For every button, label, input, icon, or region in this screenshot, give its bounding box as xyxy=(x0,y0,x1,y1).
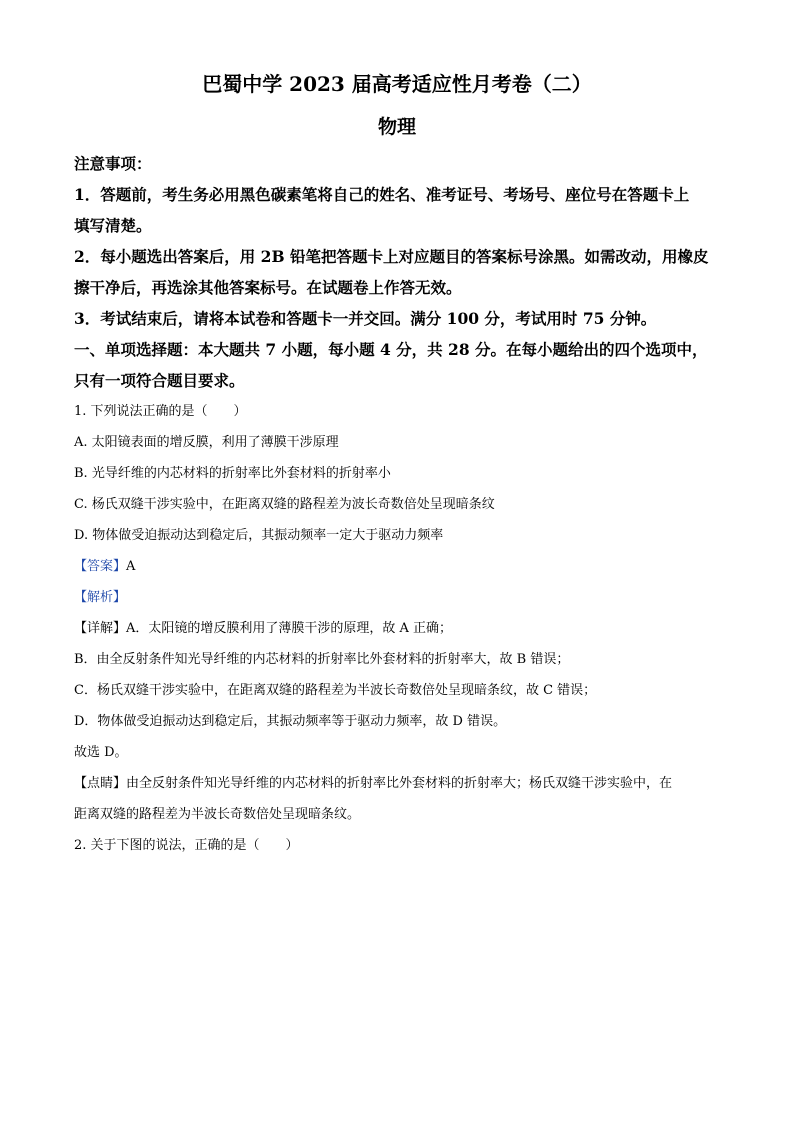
detail-tag: 【详解】 xyxy=(74,621,127,636)
analysis-line xyxy=(74,582,734,613)
notice-item-1-line-2: 填写清楚。 xyxy=(74,216,152,235)
analysis-tag: 【解析】 xyxy=(74,590,127,605)
comment-line-1 xyxy=(74,768,734,799)
answer-line xyxy=(74,551,734,582)
question-1-option-c: C. 杨氏双缝干涉实验中，在距离双缝的路程差为波长奇数倍处呈现暗条纹 xyxy=(74,497,495,512)
answer-value: A xyxy=(126,559,136,574)
section-heading-line-1: 一、单项选择题：本大题共 7 小题，每小题 4 分，共 28 分。在每小题给出的四个选项中， xyxy=(74,340,708,359)
notice-item-1-line-1: 1．答题前，考生务必用黑色碳素笔将自己的姓名、准考证号、考场号、座位号在答题卡上 xyxy=(74,185,690,204)
detail-line-d: D．物体做受迫振动达到稳定后，其振动频率等于驱动力频率，故 D 错误。 xyxy=(74,714,507,729)
question-1-option-b: B. 光导纤维的内芯材料的折射率比外套材料的折射率小 xyxy=(74,466,391,481)
detail-line-a xyxy=(74,613,734,644)
notice-item-3: 3．考试结束后，请将本试卷和答题卡一并交回。满分 100 分，考试用时 75 分钟。 xyxy=(74,309,657,328)
comment-line-2: 距离双缝的路程差为半波长奇数倍处呈现暗条纹。 xyxy=(74,807,361,822)
detail-line-c: C．杨氏双缝干涉实验中，在距离双缝的路程差为半波长奇数倍处呈现暗条纹，故 C 错误； xyxy=(74,683,597,698)
conclusion-line: 故选 D。 xyxy=(74,745,128,760)
question-2-stem: 2. 关于下图的说法，正确的是（ ） xyxy=(74,838,299,853)
question-1-stem: 1. 下列说法正确的是（ ） xyxy=(74,404,247,419)
comment-text-1: 由全反射条件知光导纤维的内芯材料的折射率比外套材料的折射率大；杨氏双缝干涉实验中，在 xyxy=(126,776,673,791)
notice-item-2-line-1: 2．每小题选出答案后，用 2B 铅笔把答题卡上对应题目的答案标号涂黑。如需改动，用橡皮 xyxy=(74,247,709,266)
detail-a: A．太阳镜的增反膜利用了薄膜干涉的原理，故 A 正确； xyxy=(126,621,453,636)
question-1-option-a: A. 太阳镜表面的增反膜，利用了薄膜干涉原理 xyxy=(74,435,339,450)
detail-line-b: B．由全反射条件知光导纤维的内芯材料的折射率比外套材料的折射率大，故 B 错误； xyxy=(74,652,570,667)
document-body xyxy=(74,148,734,861)
page-title: 巴蜀中学 2023 届高考适应性月考卷（二） xyxy=(202,72,592,96)
question-1-option-d: D. 物体做受迫振动达到稳定后，其振动频率一定大于驱动力频率 xyxy=(74,528,444,543)
section-heading-line-2: 只有一项符合题目要求。 xyxy=(74,371,245,390)
subject-title: 物理 xyxy=(377,116,416,138)
notice-heading: 注意事项： xyxy=(74,154,152,173)
comment-tag: 【点睛】 xyxy=(74,776,127,791)
answer-tag: 【答案】 xyxy=(74,559,127,574)
notice-item-2-line-2: 擦干净后，再选涂其他答案标号。在试题卷上作答无效。 xyxy=(74,278,462,297)
